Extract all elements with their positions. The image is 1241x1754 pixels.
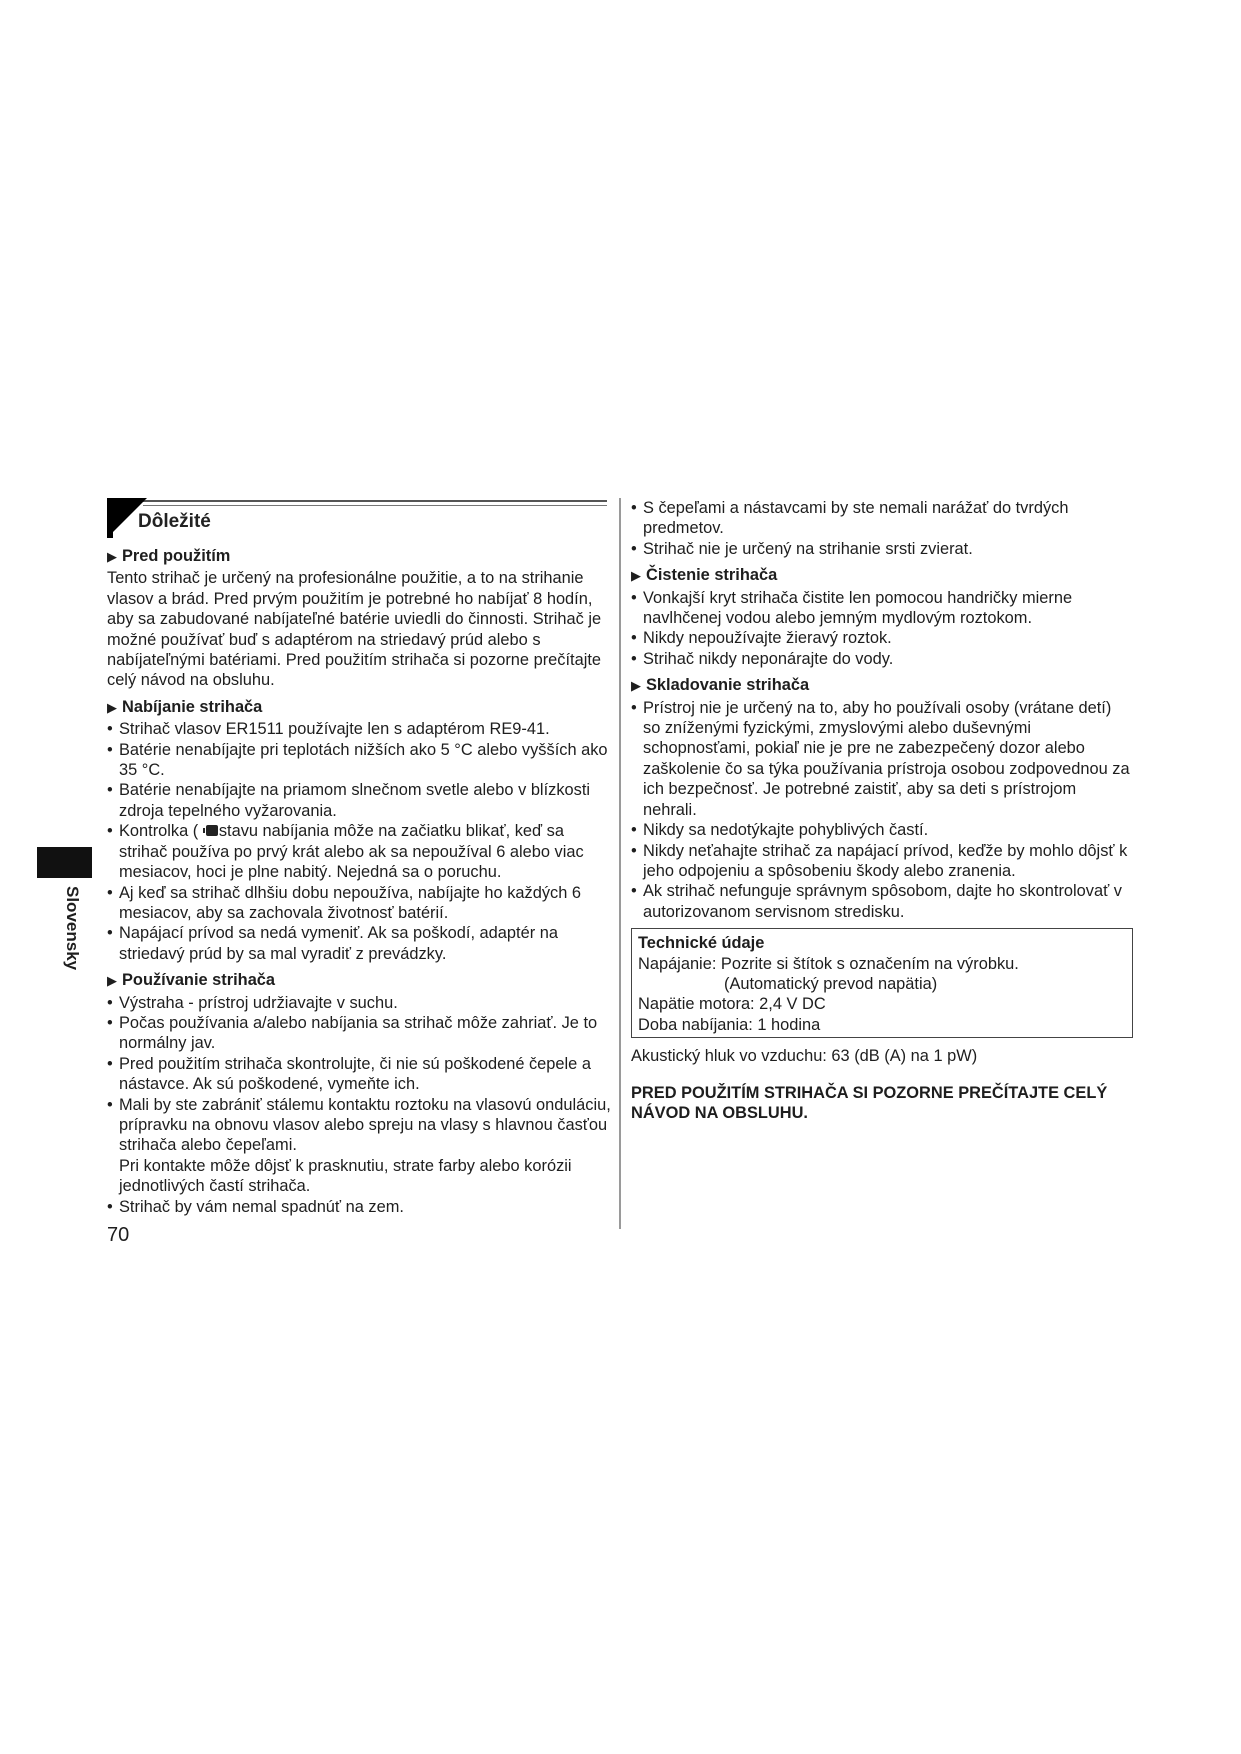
list-item: • Batérie nenabíjajte pri teplotách nižších ako 5 °C alebo vyšších ako 35 °C. xyxy=(107,740,614,781)
right-top-list xyxy=(631,498,1131,559)
subhead-cistenie: ▶ Čistenie strihača xyxy=(631,566,778,585)
corner-bar xyxy=(107,498,113,538)
page-number: 70 xyxy=(107,1224,130,1246)
technical-specs-box xyxy=(631,928,1133,1038)
list-item: • Strihač vlasov ER1511 používajte len s adaptérom RE9-41. xyxy=(107,719,614,739)
list-item: • Napájací prívod sa nedá vymeniť. Ak sa poškodí, adaptér na striedavý prúd by sa mal vyradiť z prevádzky. xyxy=(107,923,614,964)
language-tab xyxy=(37,847,92,878)
side-language-text: Slovensky xyxy=(63,886,82,971)
header-rule-thin xyxy=(143,505,607,506)
list-item: • Pred použitím strihača skontrolujte, či nie sú poškodené čepele a nástavce. Ak sú poškodené, vymeňte ich. xyxy=(107,1054,614,1095)
list-item-kontrolka: • Kontrolka ( stavu nabíjania môže na začiatku blikať, keď sa strihač používa po prvý krát alebo ak sa nepoužíval 6 alebo viac mesiacov, hoci je plne nabitý. Nejedná sa o poruchu. xyxy=(107,821,614,882)
list-item: • Nikdy neťahajte strihač za napájací prívod, keďže by mohlo dôjsť k jeho odpojeniu a spôsobeniu škody alebo zranenia. xyxy=(631,841,1131,882)
nabijanie-list xyxy=(107,719,614,964)
list-item: • Strihač nikdy neponárajte do vody. xyxy=(631,649,1131,669)
list-item: • Prístroj nie je určený na to, aby ho používali osoby (vrátane detí) so zníženými fyzickými, zmyslovými alebo duševnými schopnosťami, pokiaľ nie je pre ne zabezpečený dozor alebo zaškolenie čo sa týka používania prístroja osobou zodpovednou za ich bezpečnosť. Je potrebné zaistiť, aby sa deti s prístrojom nehrali. xyxy=(631,698,1131,820)
cistenie-list xyxy=(631,588,1131,670)
left-column xyxy=(107,498,614,1221)
list-item: • Počas používania a/alebo nabíjania sa strihač môže zahriať. Je to normálny jav. xyxy=(107,1013,614,1054)
list-item: • Nikdy sa nedotýkajte pohyblivých častí. xyxy=(631,820,1131,840)
skladovanie-list xyxy=(631,698,1131,922)
triangle-arrow-icon: ▶ xyxy=(107,699,117,715)
column-divider xyxy=(619,498,621,1229)
triangle-arrow-icon: ▶ xyxy=(107,549,117,564)
list-item: • Nikdy nepoužívajte žieravý roztok. xyxy=(631,628,1131,648)
list-item: • Strihač nie je určený na strihanie srsti zvierat. xyxy=(631,539,1131,559)
list-item: • Batérie nenabíjajte na priamom slnečnom svetle alebo v blízkosti zdroja tepelného vyžarovania. xyxy=(107,780,614,821)
subhead-pouzivanie: ▶ Používanie strihača xyxy=(107,971,276,990)
pouzivanie-list xyxy=(107,993,614,1217)
side-language-label xyxy=(62,886,82,978)
list-item: • S čepeľami a nástavcami by ste nemali narážať do tvrdých predmetov. xyxy=(631,498,1131,539)
pred-pouzitim-paragraph: Tento strihač je určený na profesionálne použitie, a to na strihanie vlasov a brád. Pred prvým použitím je potrebné ho nabíjať 8 hodín, aby sa zabudované nabíjateľné batérie uviedli do činnosti. Strihač je možné používať buď s adaptérom na striedavý prúd alebo s nabíjateľnými batériami. Pred použitím strihača si pozorne prečítajte celý návod na obsluhu. xyxy=(107,569,602,690)
triangle-arrow-icon: ▶ xyxy=(107,973,117,989)
subhead-nabijanie: ▶ Nabíjanie strihača xyxy=(107,697,263,716)
section-header xyxy=(107,498,614,544)
right-column xyxy=(631,498,1131,1123)
list-item: • Výstraha - prístroj udržiavajte v suchu. xyxy=(107,993,614,1013)
page-title: Dôležité xyxy=(138,511,211,532)
charge-plug-icon xyxy=(203,824,219,837)
specs-title: Technické údaje xyxy=(638,934,765,953)
list-item: • Aj keď sa strihač dlhšiu dobu nepoužíva, nabíjajte ho každých 6 mesiacov, aby sa zachovala životnosť batérií. xyxy=(107,883,614,924)
subhead-skladovanie: ▶ Skladovanie strihača xyxy=(631,676,810,695)
list-item: • Ak strihač nefunguje správnym spôsobom, dajte ho skontrolovať v autorizovanom servisnom stredisku. xyxy=(631,881,1131,922)
list-item: • Vonkajší kryt strihača čistite len pomocou handričky mierne navlhčenej vodou alebo jemným mydlovým roztokom. xyxy=(631,588,1131,629)
read-manual-warning: PRED POUŽITÍM STRIHAČA SI POZORNE PREČÍTAJTE CELÝ NÁVOD NA OBSLUHU. xyxy=(631,1083,1108,1122)
triangle-arrow-icon: ▶ xyxy=(631,568,641,584)
specs-power-note: (Automatický prevod napätia) xyxy=(724,974,938,993)
list-item-mali: • Mali by ste zabrániť stálemu kontaktu roztoku na vlasovú onduláciu, prípravku na obnovu vlasov alebo spreju na vlasy s hlavnou časťou strihača alebo čepeľami. Pri kontakte môže dôjsť k prasknutiu, strate farby alebo korózii jednotlivých častí strihača. xyxy=(107,1095,614,1197)
list-item: • Strihač by vám nemal spadnúť na zem. xyxy=(107,1197,614,1217)
specs-charge: Doba nabíjania: 1 hodina xyxy=(638,1015,821,1034)
header-rule xyxy=(107,500,607,502)
specs-power: Napájanie: Pozrite si štítok s označením na výrobku. xyxy=(638,954,1019,973)
noise-level: Akustický hluk vo vzduchu: 63 (dB (A) na 1 pW) xyxy=(631,1047,978,1066)
subhead-pred-pouzitim: ▶ Pred použitím xyxy=(107,547,231,565)
specs-motor: Napätie motora: 2,4 V DC xyxy=(638,995,826,1014)
triangle-arrow-icon: ▶ xyxy=(631,678,641,694)
